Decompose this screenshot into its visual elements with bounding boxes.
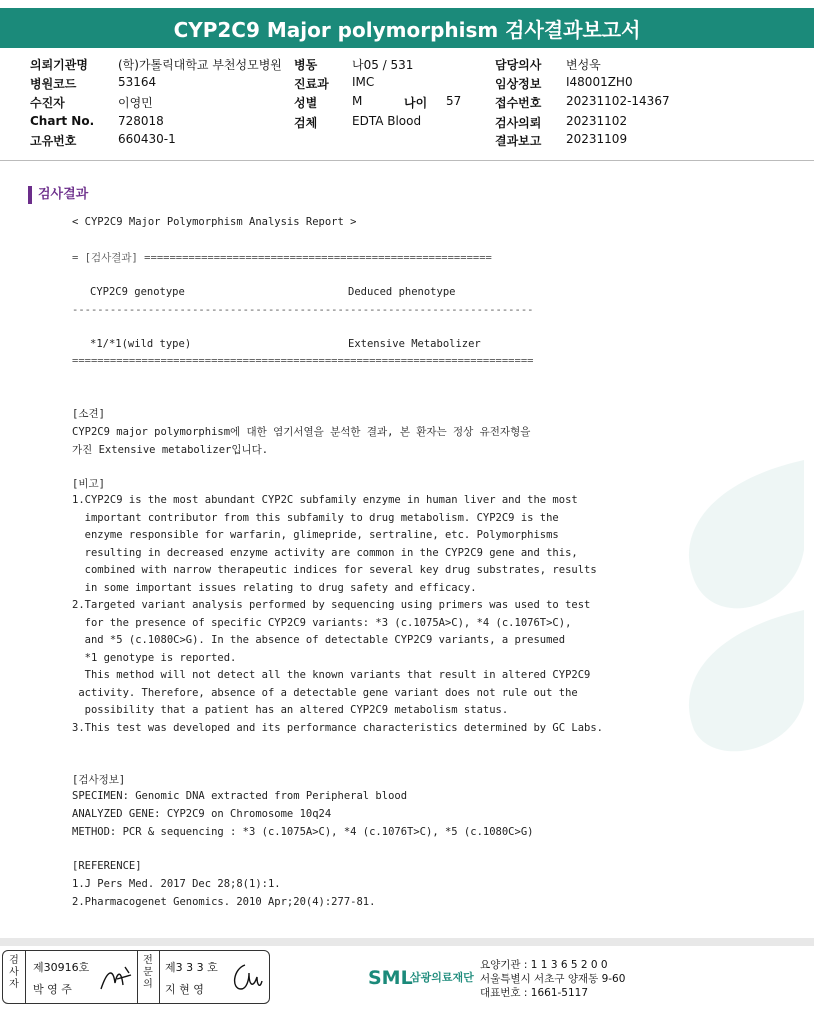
genotype-column-header: CYP2C9 genotype <box>90 286 185 298</box>
genotype-value: *1/*1(wild type) <box>90 338 192 350</box>
result-header: = [검사결과] ======================================================= <box>72 252 492 264</box>
result-eq-rule: ========================================================================= <box>72 355 534 367</box>
receipt-value: 20231102-14367 <box>566 94 670 108</box>
finding-header: [소견] <box>72 408 105 420</box>
age-label: 나이 <box>404 96 428 110</box>
report-heading: < CYP2C9 Major Polymorphism Analysis Report > <box>72 216 357 228</box>
report-date-label: 결과보고 <box>495 134 542 148</box>
section-title: 검사결과 <box>28 186 88 204</box>
info-divider <box>0 160 814 161</box>
test-info-header: [검사정보] <box>72 774 126 786</box>
tester-label: 검사자 <box>9 955 19 990</box>
report-date-value: 20231109 <box>566 132 628 146</box>
note-header: [비고] <box>72 478 105 490</box>
tester-license: 제30916호 <box>33 961 90 974</box>
note-line: combined with narrow therapeutic indices for several key drug substrates, results <box>72 564 597 576</box>
note-line: and *5 (c.1080C>G). In the absence of detectable CYP2C9 variants, a presumed <box>72 634 566 646</box>
watermark-logo <box>654 440 814 760</box>
signature-divider <box>25 951 26 1003</box>
sml-logo <box>366 958 482 992</box>
recipient-label: 수진자 <box>30 96 65 110</box>
clinical-value: I48001ZH0 <box>566 75 633 89</box>
specimen-label: 검체 <box>294 116 318 130</box>
header-dash-rule: ------------------------------------------------------------------------- <box>72 304 534 316</box>
note-line: for the presence of specific CYP2C9 variants: *3 (c.1075A>C), *4 (c.1076T>C), <box>72 616 572 629</box>
id-value: 660430-1 <box>118 132 176 146</box>
test-info-specimen: SPECIMEN: Genomic DNA extracted from Peripheral blood <box>72 790 408 802</box>
lab-phone: 대표번호 : 1661-5117 <box>480 987 589 999</box>
code-value: 53164 <box>118 75 157 89</box>
note-line: possibility that a patient has an altered CYP2C9 metabolism status. <box>72 704 509 716</box>
note-line: This method will not detect all the known variants that result in altered CYP2C9 <box>72 669 591 681</box>
note-line: 2.Targeted variant analysis performed by sequencing using primers was used to test <box>72 599 591 611</box>
reference-item: 2.Pharmacogenet Genomics. 2010 Apr;20(4):277-81. <box>72 896 376 908</box>
finding-line: 가진 Extensive metabolizer입니다. <box>72 444 269 456</box>
reviewer-signature <box>227 959 263 995</box>
note-line: enzyme responsible for warfarin, glimepride, sertraline, etc. Polymorphisms <box>72 529 559 541</box>
dept-label: 진료과 <box>294 77 329 91</box>
chart-value: 728018 <box>118 114 164 128</box>
test-info-method: METHOD: PCR & sequencing : *3 (c.1075A>C), *4 (c.1076T>C), *5 (c.1080C>G) <box>72 826 534 838</box>
reference-header: [REFERENCE] <box>72 860 142 872</box>
signature-divider <box>137 951 138 1003</box>
care-number: 요양기관 : 1 1 3 6 5 2 0 0 <box>480 959 608 971</box>
hospital-label: 의뢰기관명 <box>30 58 88 72</box>
finding-line: CYP2C9 major polymorphism에 대한 염기서열을 분석한 결과, 본 환자는 정상 유전자형을 <box>72 426 531 438</box>
reviewer-license: 제3 3 3 호 <box>165 961 218 974</box>
hospital-value: (학)가톨릭대학교 부천성모병원 <box>118 58 282 72</box>
test-info-gene: ANALYZED GENE: CYP2C9 on Chromosome 10q24 <box>72 808 332 820</box>
note-line: 1.CYP2C9 is the most abundant CYP2C subfamily enzyme in human liver and the most <box>72 494 578 506</box>
footer-divider <box>0 938 814 946</box>
lab-address: 서울특별시 서초구 양재동 9-60 <box>480 973 626 985</box>
dept-value: IMC <box>352 75 375 89</box>
note-line: activity. Therefore, absence of a detectable gene variant does not rule out the <box>72 686 578 699</box>
tester-name: 박 영 주 <box>33 983 72 996</box>
signature-divider <box>159 951 160 1003</box>
clinical-label: 임상정보 <box>495 77 542 91</box>
note-line: 3.This test was developed and its performance characteristics determined by GC Labs. <box>72 721 604 734</box>
request-label: 검사의뢰 <box>495 116 542 130</box>
lab-contact <box>480 958 625 1000</box>
specimen-value: EDTA Blood <box>352 114 422 128</box>
phenotype-column-header: Deduced phenotype <box>348 286 456 298</box>
note-line: resulting in decreased enzyme activity are common in the CYP2C9 gene and this, <box>72 546 578 559</box>
ward-label: 병동 <box>294 58 318 72</box>
receipt-label: 접수번호 <box>495 96 542 110</box>
sex-label: 성별 <box>294 96 318 110</box>
note-line: important contributor from this subfamily to drug metabolism. CYP2C9 is the <box>72 511 559 524</box>
doctor-value: 변성욱 <box>566 58 601 72</box>
chart-label: Chart No. <box>30 114 95 128</box>
reference-item: 1.J Pers Med. 2017 Dec 28;8(1):1. <box>72 878 281 890</box>
sex-value: M <box>352 94 363 108</box>
code-label: 병원코드 <box>30 77 77 91</box>
request-value: 20231102 <box>566 114 628 128</box>
id-label: 고유번호 <box>30 134 77 148</box>
reviewer-name: 지 현 영 <box>165 983 204 996</box>
ward-value: 나05 / 531 <box>352 58 414 72</box>
report-title: CYP2C9 Major polymorphism 검사결과보고서 <box>0 8 814 48</box>
recipient-value: 이영민 <box>118 96 153 110</box>
age-value: 57 <box>446 94 462 108</box>
patient-info <box>0 54 814 154</box>
tester-signature <box>99 963 133 993</box>
logo-text: SML <box>368 967 413 989</box>
note-line: *1 genotype is reported. <box>72 651 237 664</box>
doctor-label: 담당의사 <box>495 58 542 72</box>
phenotype-value: Extensive Metabolizer <box>348 338 481 350</box>
reviewer-label: 전문의 <box>143 955 153 990</box>
signature-box <box>2 950 270 1004</box>
note-line: in some important issues relating to drug safety and efficacy. <box>72 581 477 594</box>
org-name: 삼광의료재단 <box>410 971 474 984</box>
